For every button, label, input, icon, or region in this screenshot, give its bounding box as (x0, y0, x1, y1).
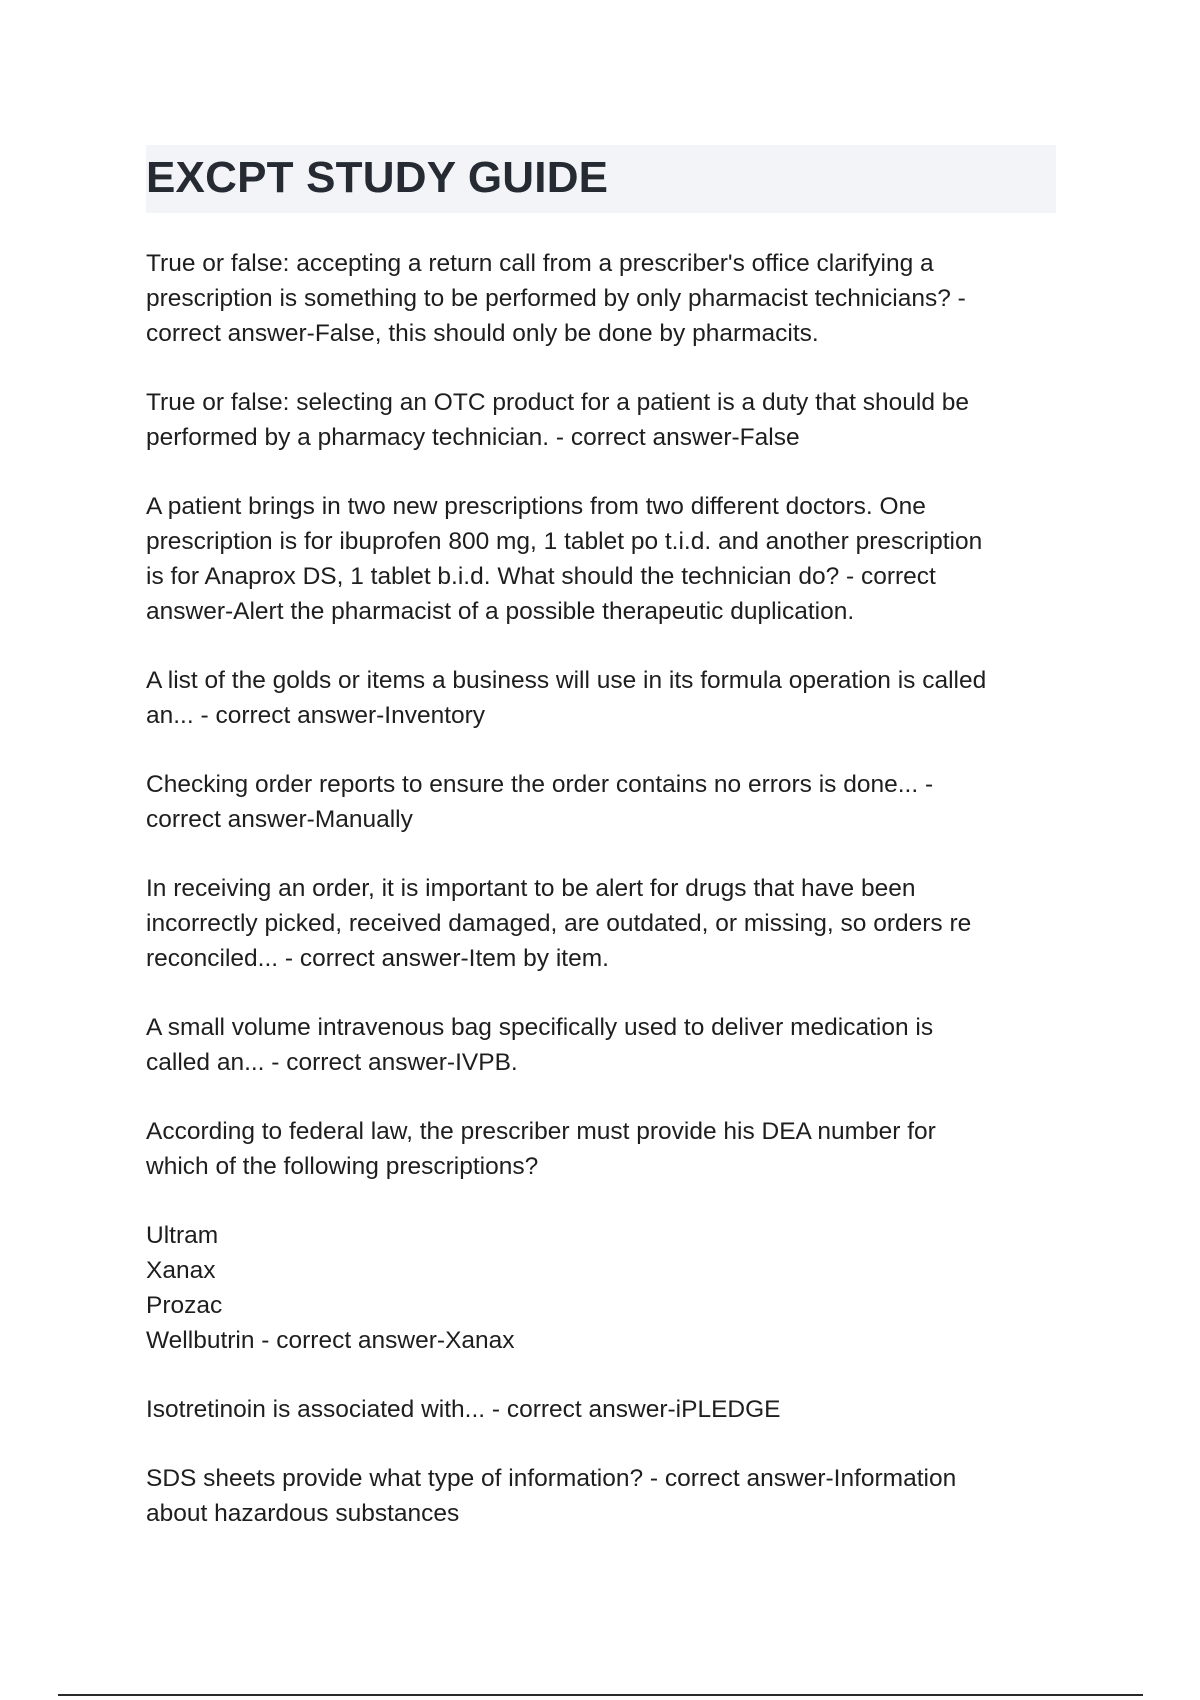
footer-divider (58, 1694, 1143, 1696)
qa-item-5: Checking order reports to ensure the order contains no errors is done... - correct answer-Manually (146, 771, 934, 833)
qa-item-4: A list of the golds or items a business will use in its formula operation is called an... - correct answer-Inventory (146, 667, 987, 729)
qa-item-10: Isotretinoin is associated with... - correct answer-iPLEDGE (146, 1396, 781, 1423)
qa-item-9: Ultram Xanax Prozac Wellbutrin - correct answer-Xanax (146, 1222, 515, 1354)
qa-item-8: According to federal law, the prescriber must provide his DEA number for which of the following prescriptions? (146, 1118, 936, 1180)
qa-item-7: A small volume intravenous bag specifically used to deliver medication is called an... - correct answer-IVPB. (146, 1014, 934, 1076)
study-guide-content (146, 246, 1056, 1565)
qa-item-6: In receiving an order, it is important to be alert for drugs that have been incorrectly picked, received damaged, are outdated, or missing, so orders re reconciled... - correct answer-Item by item. (146, 875, 972, 972)
qa-item-1: True or false: accepting a return call from a prescriber's office clarifying a prescription is something to be performed by only pharmacist technicians? - correct answer-False, this should only be done by pharmacits. (146, 250, 966, 347)
qa-item-2: True or false: selecting an OTC product for a patient is a duty that should be performed by a pharmacy technician. - correct answer-False (146, 389, 970, 451)
page-title: EXCPT STUDY GUIDE (146, 153, 609, 202)
title-banner (146, 145, 1056, 213)
qa-item-11: SDS sheets provide what type of information? - correct answer-Information about hazardous substances (146, 1465, 957, 1527)
qa-item-3: A patient brings in two new prescriptions from two different doctors. One prescription is for ibuprofen 800 mg, 1 tablet po t.i.d. and another prescription is for Anaprox DS, 1 tablet b.i.d. What should the technician do? - correct answer-Alert the pharmacist of a possible therapeutic duplication. (146, 493, 983, 625)
